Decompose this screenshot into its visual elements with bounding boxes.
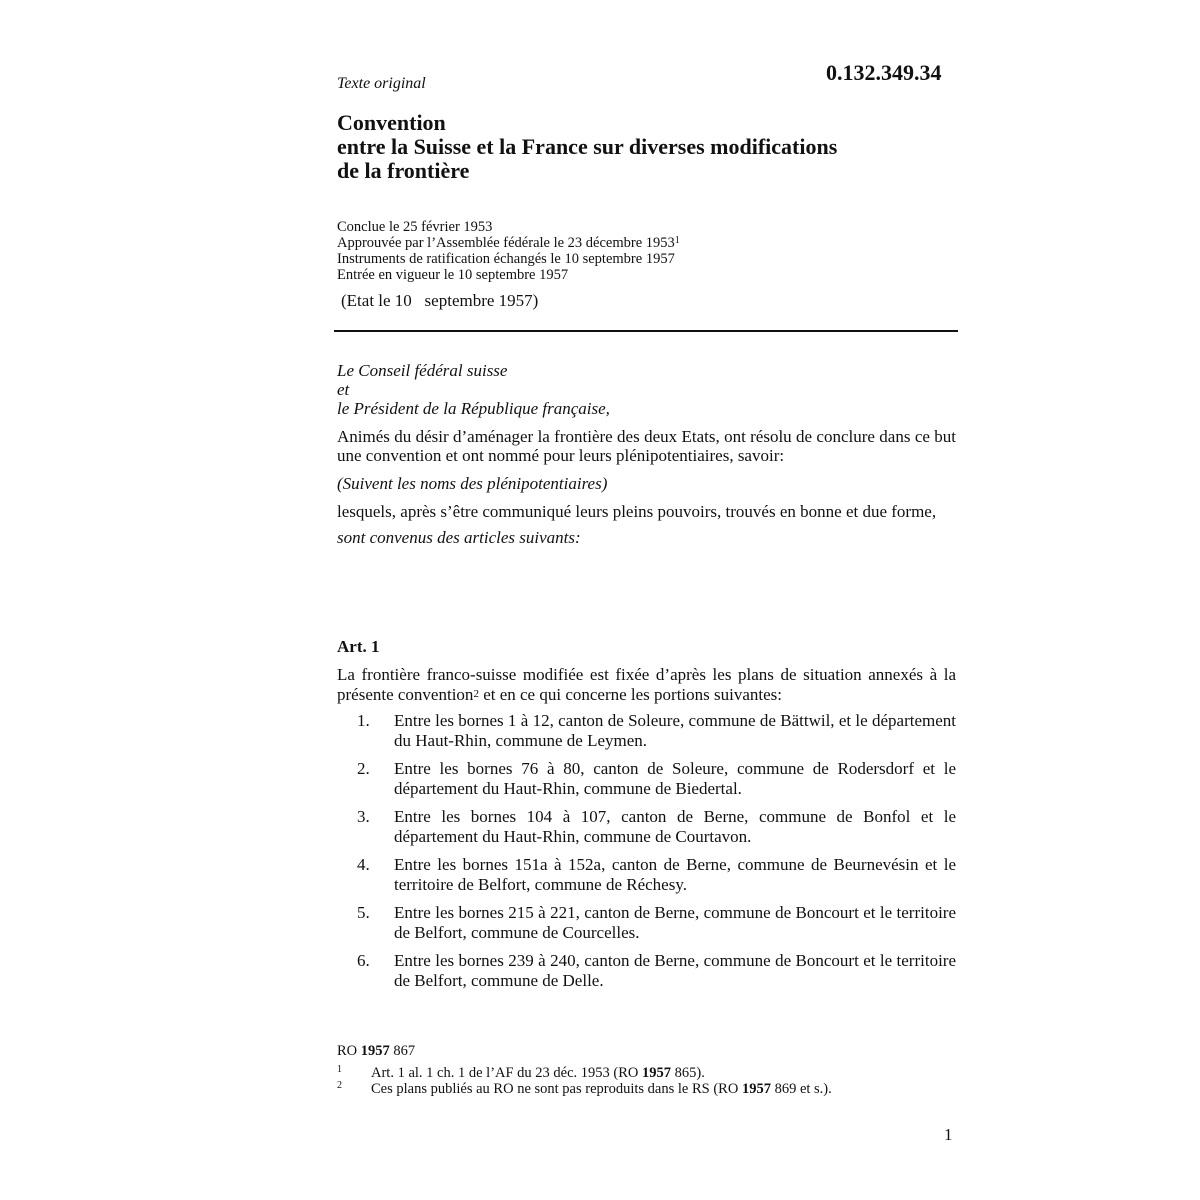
title-line-1: Convention (337, 110, 446, 135)
footnote-1-text-a: Art. 1 al. 1 ch. 1 de l’AF du 23 déc. 1953 (RO (371, 1065, 643, 1081)
document-title (337, 111, 957, 183)
footnote-2-text (371, 1081, 832, 1097)
article-1-intro (337, 665, 956, 705)
party-french: le Président de la République française, (337, 399, 610, 418)
article-1-text-b: et en ce qui concerne les portions suivantes: (478, 685, 783, 704)
list-item (337, 855, 956, 895)
classification-number: 0.132.349.34 (826, 60, 942, 85)
full-powers-paragraph: lesquels, après s’être communiqué leurs pleins pouvoirs, trouvés en bonne et due forme, (337, 502, 937, 521)
concluded-date: Conclue le 25 février 1953 (337, 219, 493, 235)
list-item-text: Entre les bornes 1 à 12, canton de Soleure, commune de Bättwil, et le département du Haut-Rhin, commune de Leymen. (394, 711, 956, 750)
original-text-label: Texte original (337, 75, 426, 92)
list-item (337, 759, 956, 799)
list-item (337, 903, 956, 943)
title-line-2: entre la Suisse et la France sur diverses modifications (337, 134, 838, 159)
list-item (337, 951, 956, 991)
footnote-ref-1[interactable]: 1 (674, 235, 680, 246)
list-item-text: Entre les bornes 215 à 221, canton de Berne, commune de Boncourt et le territoire de Belfort, commune de Courcelles. (394, 903, 956, 942)
footnote-ref-2[interactable]: 2 (473, 688, 479, 700)
party-swiss: Le Conseil fédéral suisse (337, 361, 508, 380)
official-compilation-ref (337, 1043, 415, 1060)
ro-year: 1957 (360, 1043, 390, 1059)
ro-page: 867 (389, 1043, 416, 1059)
metadata-block (337, 219, 957, 283)
list-item (337, 711, 956, 751)
ratification-date: Instruments de ratification échangés le 10 septembre 1957 (337, 251, 675, 267)
list-item-number: 6. (357, 951, 370, 970)
list-item (337, 807, 956, 847)
footnote-2-number: 2 (337, 1080, 342, 1091)
conjunction: et (337, 380, 350, 399)
footnote-2-text-a: Ces plans publiés au RO ne sont pas reproduits dans le RS (RO (371, 1081, 742, 1097)
list-item-number: 1. (357, 711, 370, 730)
entry-into-force: Entrée en vigueur le 10 septembre 1957 (337, 267, 569, 283)
preamble-intro: Animés du désir d’aménager la frontière des deux Etats, ont résolu de conclure dans ce but une convention et ont nommé pour leurs plénipotentiaires, savoir: (337, 427, 956, 465)
list-item-text: Entre les bornes 151a à 152a, canton de Berne, commune de Beurnevésin et le territoire de Belfort, commune de Réchesy. (394, 855, 956, 894)
ro-prefix: RO (337, 1043, 361, 1059)
title-line-3: de la frontière (337, 158, 470, 183)
footnote-2-text-b: 869 et s.). (770, 1081, 832, 1097)
list-item-number: 5. (357, 903, 370, 922)
agreed-articles: sont convenus des articles suivants: (337, 528, 581, 547)
footnote-1-year: 1957 (642, 1065, 672, 1081)
plenipotentiaries-note: (Suivent les noms des plénipotentiaires) (337, 474, 608, 493)
list-item-text: Entre les bornes 104 à 107, canton de Berne, commune de Bonfol et le département du Haut-Rhin, commune de Courtavon. (394, 807, 956, 846)
list-item-number: 2. (357, 759, 370, 778)
list-item-text: Entre les bornes 239 à 240, canton de Berne, commune de Boncourt et le territoire de Belfort, commune de Delle. (394, 951, 956, 990)
preamble (337, 361, 956, 547)
state-date: (Etat le 10 septembre 1957) (341, 291, 539, 310)
approval-date (337, 235, 957, 251)
footnote-2-year: 1957 (741, 1081, 771, 1097)
list-item-text: Entre les bornes 76 à 80, canton de Soleure, commune de Rodersdorf et le département du Haut-Rhin, commune de Biedertal. (394, 759, 956, 798)
footnote-1-text (371, 1065, 705, 1081)
article-1-body (337, 665, 956, 999)
footnote-1-number: 1 (337, 1064, 342, 1075)
article-1-title: Art. 1 (337, 637, 380, 656)
article-1-text-a: La frontière franco-suisse modifiée est fixée d’après les plans de situation annexés à la présente convention (337, 665, 956, 704)
page-number: 1 (944, 1125, 953, 1144)
article-1-list (337, 711, 956, 991)
list-item-number: 4. (357, 855, 370, 874)
list-item-number: 3. (357, 807, 370, 826)
header-divider (334, 330, 958, 332)
footnote-1-text-b: 865). (671, 1065, 705, 1081)
approval-text: Approuvée par l’Assemblée fédérale le 23 décembre 1953 (337, 235, 675, 251)
